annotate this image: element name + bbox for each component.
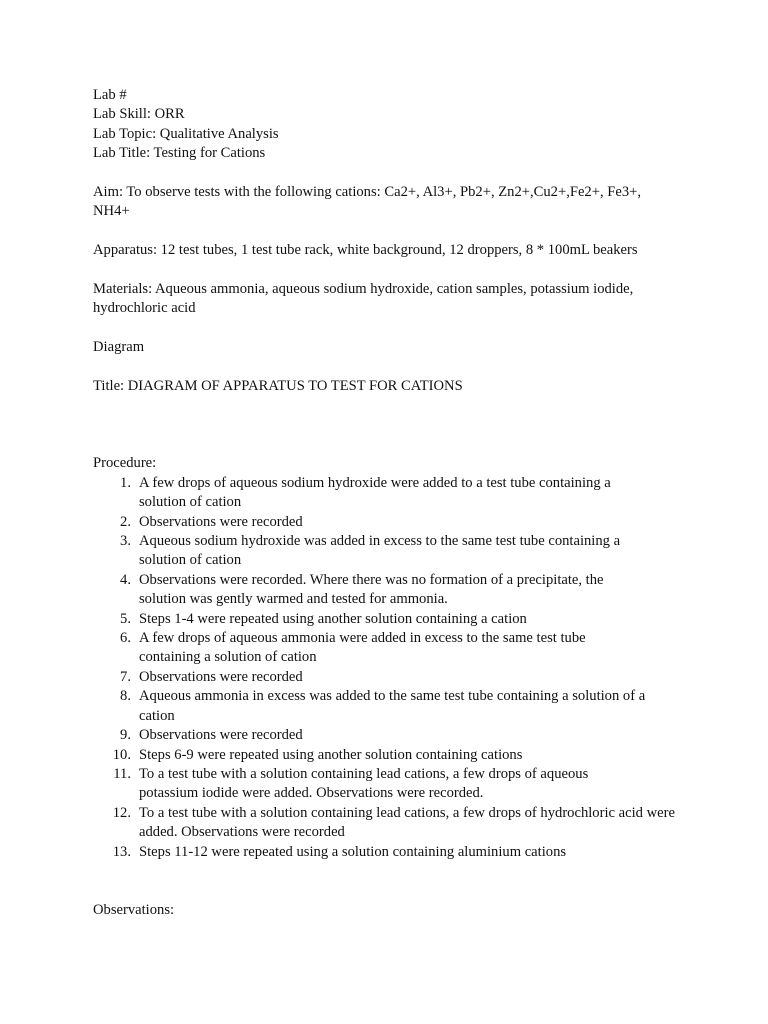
step-text: Observations were recorded <box>139 668 303 685</box>
procedure-step <box>93 629 615 668</box>
lab-title: Lab Title: Testing for Cations <box>93 145 266 162</box>
aim-paragraph: Aim: To observe tests with the following cations: Ca2+, Al3+, Pb2+, Zn2+,Cu2+,Fe2+, Fe3+, NH4+ <box>93 184 642 220</box>
step-text: To a test tube with a solution containing lead cations, a few drops of hydrochloric acid were added. Observations were recorded <box>139 804 675 841</box>
step-text: Observations were recorded <box>139 727 303 744</box>
step-number: 2. <box>120 513 131 530</box>
step-text: A few drops of aqueous sodium hydroxide were added to a test tube containing a solution of cation <box>139 474 611 511</box>
spacer <box>93 358 688 377</box>
step-text: Aqueous ammonia in excess was added to the same test tube containing a solution of a cation <box>139 688 646 724</box>
procedure-step <box>93 513 688 532</box>
lab-topic: Lab Topic: Qualitative Analysis <box>93 125 279 142</box>
step-number: 11. <box>113 765 131 782</box>
procedure-step <box>93 610 688 629</box>
step-number: 9. <box>120 727 131 744</box>
step-text: Aqueous sodium hydroxide was added in excess to the same test tube containing a solution of cation <box>139 533 621 569</box>
step-text: Steps 11-12 were repeated using a solution containing aluminium cations <box>139 843 567 860</box>
spacer <box>93 164 688 183</box>
apparatus-paragraph: Apparatus: 12 test tubes, 1 test tube rack, white background, 12 droppers, 8 * 100mL beakers <box>93 242 638 259</box>
step-number: 7. <box>120 668 131 685</box>
spacer <box>93 222 688 241</box>
diagram-area <box>93 396 688 454</box>
step-number: 4. <box>120 571 131 588</box>
lab-number: Lab # <box>93 87 127 103</box>
procedure-step <box>93 804 681 843</box>
procedure-step <box>93 843 688 862</box>
procedure-step <box>93 474 653 513</box>
step-number: 13. <box>112 843 131 860</box>
spacer <box>93 261 688 280</box>
step-number: 10. <box>112 746 131 763</box>
step-number: 5. <box>120 610 131 627</box>
materials-paragraph: Materials: Aqueous ammonia, aqueous sodium hydroxide, cation samples, potassium iodide, hydrochloric acid <box>93 281 634 317</box>
procedure-step <box>93 765 619 804</box>
spacer <box>93 319 688 338</box>
step-text: Observations were recorded. Where there was no formation of a precipitate, the solution was gently warmed and tested for ammonia. <box>139 571 604 608</box>
procedure-step <box>93 687 671 726</box>
step-number: 1. <box>120 474 131 491</box>
procedure-step <box>93 532 659 571</box>
step-text: Steps 6-9 were repeated using another solution containing cations <box>139 746 523 763</box>
step-number: 3. <box>120 533 131 550</box>
step-text: To a test tube with a solution containing lead cations, a few drops of aqueous potassium iodide were added. Observations were recorded. <box>139 765 589 802</box>
spacer <box>93 862 688 901</box>
procedure-heading: Procedure: <box>93 455 157 472</box>
procedure-step <box>93 726 688 745</box>
procedure-list <box>93 474 688 862</box>
step-number: 8. <box>120 688 131 705</box>
lab-skill: Lab Skill: ORR <box>93 106 185 123</box>
diagram-heading: Diagram <box>93 339 145 356</box>
diagram-title: Title: DIAGRAM OF APPARATUS TO TEST FOR CATIONS <box>93 378 463 395</box>
step-number: 6. <box>120 630 131 647</box>
observations-heading: Observations: <box>93 901 175 918</box>
step-text: Steps 1-4 were repeated using another solution containing a cation <box>139 610 527 627</box>
procedure-step <box>93 571 639 610</box>
step-text: A few drops of aqueous ammonia were added in excess to the same test tube containing a solution of cation <box>139 630 586 666</box>
procedure-step <box>93 668 688 687</box>
step-text: Observations were recorded <box>139 513 303 530</box>
step-number: 12. <box>112 804 131 821</box>
procedure-step <box>93 746 688 765</box>
